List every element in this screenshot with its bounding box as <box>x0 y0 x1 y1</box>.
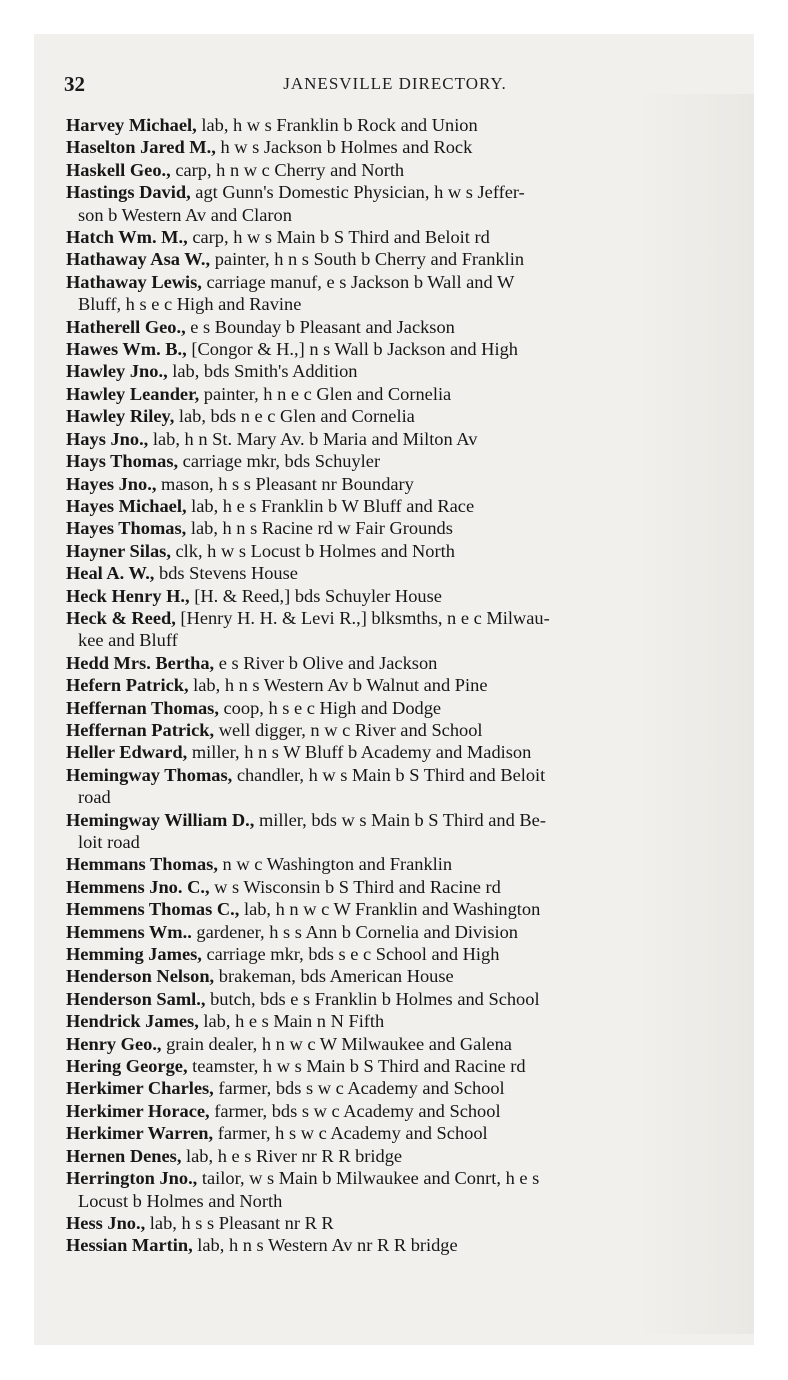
entry-detail: lab, h n s Western Av nr R R bridge <box>192 1235 458 1256</box>
directory-entry <box>66 921 732 943</box>
directory-entry <box>66 450 732 472</box>
entry-name: Hayes Jno., <box>66 473 157 494</box>
directory-entry <box>66 562 732 584</box>
directory-entry <box>66 876 732 898</box>
directory-entry <box>66 383 732 405</box>
entry-detail: kee and Bluff <box>78 630 178 651</box>
directory-entry <box>66 428 732 450</box>
entry-detail: grain dealer, h n w c W Milwaukee and Galena <box>161 1033 512 1054</box>
entry-detail: e s River b Olive and Jackson <box>214 652 438 673</box>
entry-name: Henderson Saml., <box>66 988 206 1009</box>
directory-entry <box>66 338 732 360</box>
directory-entry <box>66 495 732 517</box>
entry-detail: painter, h n e c Glen and Cornelia <box>199 383 452 404</box>
entry-detail: carriage manuf, e s Jackson b Wall and W <box>201 271 515 292</box>
entry-name: Hemingway Thomas, <box>66 764 233 785</box>
entry-detail: brakeman, bds American House <box>214 966 454 987</box>
entry-detail: miller, h n s W Bluff b Academy and Madison <box>187 742 532 763</box>
entry-name: Hemming James, <box>66 944 202 965</box>
directory-entry <box>66 652 732 674</box>
directory-entry <box>66 271 732 316</box>
entry-name: Herkimer Horace, <box>66 1100 210 1121</box>
entry-name: Heller Edward, <box>66 742 188 763</box>
entry-detail: lab, h n w c W Franklin and Washington <box>239 899 541 920</box>
directory-entries <box>66 114 732 1257</box>
entry-name: Hawley Riley, <box>66 406 175 427</box>
directory-entry <box>66 965 732 987</box>
entry-name: Henry Geo., <box>66 1033 162 1054</box>
directory-entry <box>66 1100 732 1122</box>
entry-detail: w s Wisconsin b S Third and Racine rd <box>209 876 501 897</box>
entry-detail: lab, bds n e c Glen and Cornelia <box>174 406 415 427</box>
page-header <box>64 72 726 100</box>
entry-name: Haselton Jared M., <box>66 137 216 158</box>
entry-name: Hathaway Lewis, <box>66 271 202 292</box>
directory-entry <box>66 674 732 696</box>
directory-entry <box>66 248 732 270</box>
entry-detail: [H. & Reed,] bds Schuyler House <box>189 585 442 606</box>
entry-name: Hayes Michael, <box>66 495 187 516</box>
entry-detail: carriage mkr, bds s e c School and High <box>201 944 500 965</box>
entry-detail: bds Stevens House <box>154 563 298 584</box>
entry-detail: teamster, h w s Main b S Third and Racine rd <box>187 1056 526 1077</box>
directory-entry <box>66 473 732 495</box>
entry-detail: mason, h s s Pleasant nr Boundary <box>156 473 414 494</box>
entry-detail: n w c Washington and Franklin <box>217 854 453 875</box>
directory-entry <box>66 853 732 875</box>
entry-name: Hayes Thomas, <box>66 518 187 539</box>
entry-detail: butch, bds e s Franklin b Holmes and School <box>205 988 540 1009</box>
entry-detail: lab, h e s Main n N Fifth <box>198 1011 385 1032</box>
entry-name: Heck & Reed, <box>66 607 176 628</box>
entry-name: Hemmans Thomas, <box>66 854 218 875</box>
directory-entry <box>66 943 732 965</box>
entry-detail: lab, h n s Racine rd w Fair Grounds <box>186 518 453 539</box>
entry-detail: agt Gunn's Domestic Physician, h w s Jeffer- <box>190 182 525 203</box>
directory-entry <box>66 159 732 181</box>
entry-detail: lab, bds Smith's Addition <box>167 361 358 382</box>
entry-detail: lab, h n St. Mary Av. b Maria and Milton Av <box>148 428 478 449</box>
entry-detail: [Henry H. H. & Levi R.,] blksmths, n e c Milwau- <box>175 607 550 628</box>
entry-detail: farmer, h s w c Academy and School <box>213 1123 488 1144</box>
running-head: JANESVILLE DIRECTORY. <box>283 74 507 93</box>
entry-detail: farmer, bds s w c Academy and School <box>213 1078 505 1099</box>
entry-name: Hessian Martin, <box>66 1235 193 1256</box>
page-number: 32 <box>64 72 85 96</box>
directory-entry <box>66 405 732 427</box>
entry-detail: lab, h n s Western Av b Walnut and Pine <box>188 675 488 696</box>
directory-entry <box>66 607 732 652</box>
directory-entry <box>66 226 732 248</box>
entry-name: Hemmens Thomas C., <box>66 899 240 920</box>
directory-entry <box>66 585 732 607</box>
entry-name: Hering George, <box>66 1056 188 1077</box>
directory-entry <box>66 1055 732 1077</box>
entry-name: Hess Jno., <box>66 1212 146 1233</box>
entry-name: Hayner Silas, <box>66 540 171 561</box>
entry-name: Hatch Wm. M., <box>66 227 188 248</box>
entry-detail: miller, bds w s Main b S Third and Be- <box>254 809 546 830</box>
entry-name: Hemmens Wm.. <box>66 921 192 942</box>
directory-entry <box>66 1212 732 1234</box>
entry-name: Herkimer Charles, <box>66 1078 214 1099</box>
directory-entry <box>66 114 732 136</box>
directory-entry <box>66 741 732 763</box>
directory-entry <box>66 136 732 158</box>
directory-entry <box>66 1122 732 1144</box>
entry-name: Heffernan Patrick, <box>66 719 215 740</box>
entry-detail: son b Western Av and Claron <box>78 204 292 225</box>
entry-name: Hedd Mrs. Bertha, <box>66 652 215 673</box>
entry-detail: [Congor & H.,] n s Wall b Jackson and High <box>186 339 518 360</box>
entry-name: Hawes Wm. B., <box>66 339 187 360</box>
scanned-page <box>34 34 754 1345</box>
directory-entry <box>66 809 732 854</box>
entry-detail: carp, h n w c Cherry and North <box>170 159 405 180</box>
entry-detail: well digger, n w c River and School <box>214 719 483 740</box>
entry-detail: lab, h s s Pleasant nr R R <box>145 1212 334 1233</box>
directory-entry <box>66 719 732 741</box>
directory-entry <box>66 1033 732 1055</box>
directory-entry <box>66 1077 732 1099</box>
entry-name: Hatherell Geo., <box>66 316 186 337</box>
entry-name: Heck Henry H., <box>66 585 190 606</box>
entry-name: Hays Thomas, <box>66 451 179 472</box>
directory-entry <box>66 1234 732 1256</box>
entry-name: Hernen Denes, <box>66 1145 182 1166</box>
entry-detail: lab, h e s Franklin b W Bluff and Race <box>186 495 475 516</box>
entry-detail: carp, h w s Main b S Third and Beloit rd <box>187 227 490 248</box>
entry-name: Hendrick James, <box>66 1011 199 1032</box>
directory-entry <box>66 1145 732 1167</box>
entry-name: Herrington Jno., <box>66 1168 198 1189</box>
directory-entry <box>66 898 732 920</box>
entry-detail: chandler, h w s Main b S Third and Beloit <box>232 764 546 785</box>
entry-detail: lab, h e s River nr R R bridge <box>181 1145 403 1166</box>
entry-name: Hemingway William D., <box>66 809 255 830</box>
entry-detail: Bluff, h s e c High and Ravine <box>78 294 302 315</box>
directory-entry <box>66 540 732 562</box>
entry-name: Heffernan Thomas, <box>66 697 219 718</box>
entry-detail: Locust b Holmes and North <box>78 1190 283 1211</box>
entry-detail: coop, h s e c High and Dodge <box>218 697 442 718</box>
directory-entry <box>66 764 732 809</box>
entry-name: Hemmens Jno. C., <box>66 876 210 897</box>
directory-entry <box>66 1167 732 1212</box>
entry-name: Haskell Geo., <box>66 159 171 180</box>
directory-entry <box>66 360 732 382</box>
directory-entry <box>66 181 732 226</box>
entry-name: Hathaway Asa W., <box>66 249 211 270</box>
entry-detail: road <box>78 787 111 808</box>
entry-name: Hastings David, <box>66 182 191 203</box>
entry-name: Herkimer Warren, <box>66 1123 214 1144</box>
entry-detail: farmer, bds s w c Academy and School <box>209 1100 501 1121</box>
entry-detail: h w s Jackson b Holmes and Rock <box>215 137 473 158</box>
entry-detail: lab, h w s Franklin b Rock and Union <box>196 115 478 135</box>
entry-name: Heal A. W., <box>66 563 155 584</box>
entry-detail: painter, h n s South b Cherry and Franklin <box>210 249 525 270</box>
directory-entry <box>66 697 732 719</box>
entry-detail: tailor, w s Main b Milwaukee and Conrt, h e s <box>197 1168 540 1189</box>
entry-name: Henderson Nelson, <box>66 966 215 987</box>
entry-name: Hawley Jno., <box>66 361 168 382</box>
directory-entry <box>66 316 732 338</box>
entry-name: Hawley Leander, <box>66 383 200 404</box>
entry-detail: e s Bounday b Pleasant and Jackson <box>185 316 455 337</box>
directory-entry <box>66 517 732 539</box>
entry-detail: loit road <box>78 832 140 852</box>
entry-name: Hefern Patrick, <box>66 675 189 696</box>
entry-detail: carriage mkr, bds Schuyler <box>178 451 381 472</box>
entry-detail: gardener, h s s Ann b Cornelia and Division <box>191 921 518 942</box>
entry-detail: clk, h w s Locust b Holmes and North <box>170 540 455 561</box>
entry-name: Hays Jno., <box>66 428 149 449</box>
entry-name: Harvey Michael, <box>66 115 197 135</box>
directory-entry <box>66 1010 732 1032</box>
directory-entry <box>66 988 732 1010</box>
